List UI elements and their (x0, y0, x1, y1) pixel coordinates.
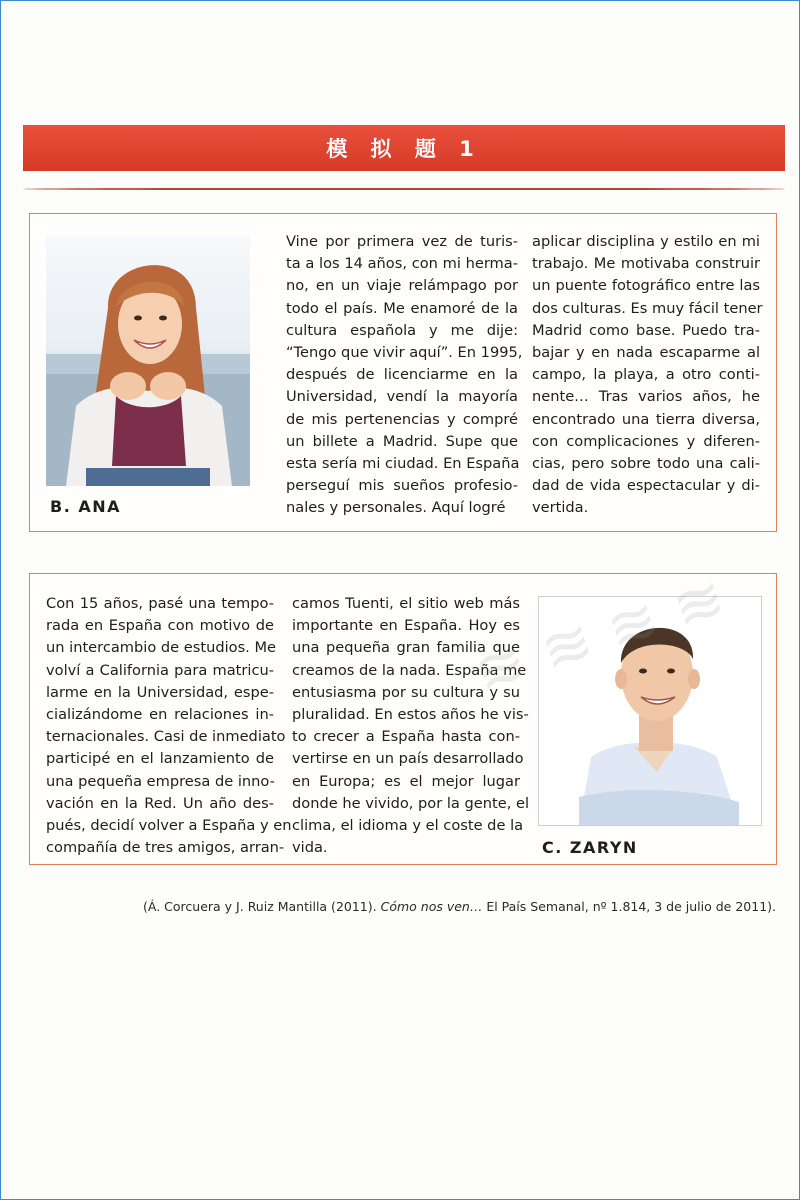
zaryn-name-label: C. ZARYN (542, 838, 638, 857)
ana-name-label: B. ANA (50, 497, 121, 516)
citation-title: Cómo nos ven… (380, 899, 483, 914)
text-line: bajar y en nada escaparme al (532, 344, 760, 362)
text-line: de mis pertenencias y compré (286, 410, 518, 428)
zaryn-text-column-1 (46, 593, 292, 859)
section-title-bar (23, 125, 785, 171)
text-line: vertirse en un país desarrollado (292, 750, 524, 768)
text-line: larme en la Universidad, espe- (46, 683, 274, 701)
text-line: perseguí mis sueños profesio- (286, 477, 518, 495)
text-line: vida. (292, 839, 328, 857)
text-line: ta a los 14 años, con mi herma- (286, 255, 518, 273)
text-line: importante en España. Hoy es (292, 617, 520, 635)
text-line: cializándome en relaciones in- (46, 706, 274, 724)
ana-testimony-box (29, 213, 777, 532)
text-line: una pequeña gran familia que (292, 639, 520, 657)
text-line: pluralidad. En estos años he vis- (292, 706, 529, 724)
text-line: trabajo. Me motivaba construir (532, 255, 760, 273)
text-line: “Tengo que vivir aquí”. En 1995, (286, 344, 523, 362)
text-line: clima, el idioma y el coste de la (292, 817, 524, 835)
text-line: cultura española y me dije: (286, 321, 518, 339)
text-line: con complicaciones y diferen- (532, 432, 760, 450)
text-line: todo el país. Me enamoré de la (286, 299, 518, 317)
text-line: aplicar disciplina y estilo en mi (532, 233, 760, 250)
text-line: dad de vida espectacular y di- (532, 477, 760, 495)
text-line: una pequeña empresa de inno- (46, 772, 275, 790)
text-line: nente… Tras varios años, he (532, 388, 760, 406)
text-line: creamos de la nada. España me (292, 661, 527, 679)
text-line: dos culturas. Es muy fácil tener (532, 299, 763, 317)
text-line: vertida. (532, 499, 589, 517)
text-line: to crecer a España hasta con- (292, 728, 520, 746)
page-title: 模 拟 题 1 (326, 137, 482, 161)
text-line: no, en un viaje relámpago por (286, 277, 518, 295)
text-line: ternacionales. Casi de inmediato (46, 728, 286, 746)
text-line: Madrid como base. Puedo tra- (532, 321, 760, 339)
text-line: cias, pero sobre todo una cali- (532, 455, 760, 473)
ana-portrait-photo (46, 236, 250, 486)
text-line: volví a California para matricu- (46, 661, 274, 679)
zaryn-text-column-2 (292, 593, 530, 859)
text-line: esta sería mi ciudad. En España (286, 455, 520, 473)
zaryn-testimony-box (29, 573, 777, 865)
ana-text-column-2 (532, 231, 763, 520)
source-citation (1, 899, 776, 914)
text-line: donde he vivido, por la gente, el (292, 794, 530, 812)
citation-prefix: (Á. Corcuera y J. Ruiz Mantilla (2011). (143, 899, 377, 914)
text-line: un intercambio de estudios. Me (46, 639, 277, 657)
text-line: Vine por primera vez de turis- (286, 233, 518, 250)
text-line: entusiasma por su cultura y su (292, 683, 520, 701)
text-line: encontrado una tierra diversa, (532, 410, 760, 428)
text-line: compañía de tres amigos, arran- (46, 839, 285, 857)
text-line: en Europa; es el mejor lugar (292, 772, 520, 790)
text-line: un puente fotográfico entre las (532, 277, 760, 295)
citation-suffix: El País Semanal, nº 1.814, 3 de julio de 2011). (486, 899, 776, 914)
text-line: después de licenciarme en la (286, 366, 518, 384)
text-line: rada en España con motivo de (46, 617, 274, 635)
text-line: Universidad, vendí la mayoría (286, 388, 518, 406)
text-line: pués, decidí volver a España y en (46, 817, 292, 835)
text-line: camos Tuenti, el sitio web más (292, 595, 520, 612)
zaryn-portrait-photo (538, 596, 762, 826)
text-line: participé en el lanzamiento de (46, 750, 274, 768)
text-line: un billete a Madrid. Supe que (286, 432, 518, 450)
text-line: Con 15 años, pasé una tempo- (46, 595, 274, 612)
text-line: vación en la Red. Un año des- (46, 794, 274, 812)
ana-text-column-1 (286, 231, 523, 520)
text-line: nales y personales. Aquí logré (286, 499, 506, 517)
text-line: campo, la playa, a otro conti- (532, 366, 760, 384)
title-divider (23, 188, 785, 190)
